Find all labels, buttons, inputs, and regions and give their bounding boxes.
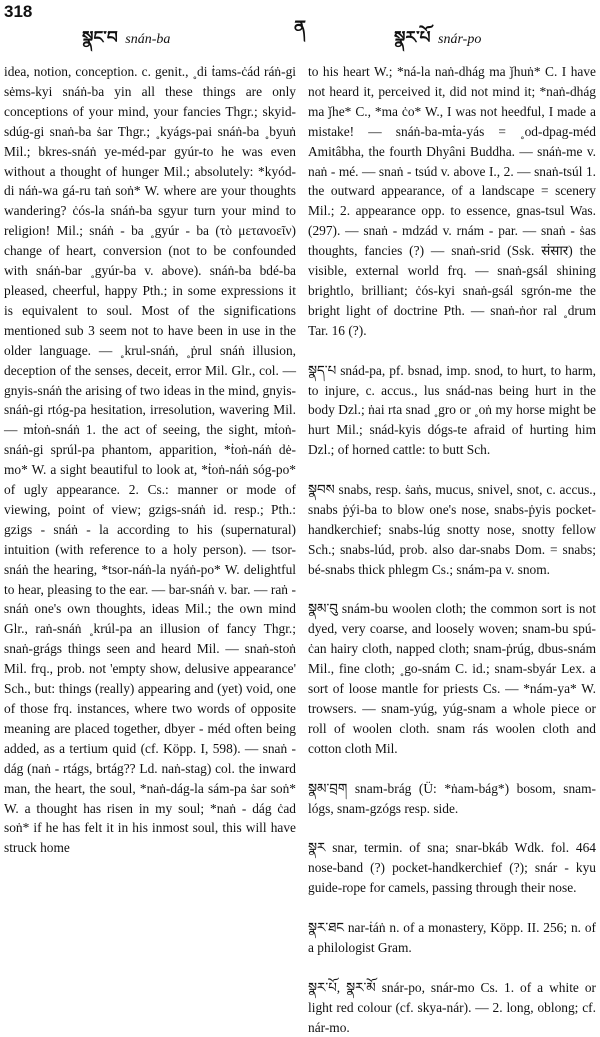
section-letter-mark: ན (294, 17, 307, 38)
page-header (0, 0, 600, 48)
right-headword-tibetan: སྣར་པོ (394, 28, 431, 48)
left-headword-roman: snán-ba (125, 32, 171, 47)
right-column (308, 62, 596, 1035)
left-column-text: idea, notion, conception. c. genit., ˳di ṫams-ċád ráṅ-gi sėms-kyi snáṅ-ba yin all these things are only conceptions of your mind, your fancies Thgr.; skyid-sdúg-gi snaṅ-ba ṡar Thgr.; ˳kyágs-pai snáṅ-ba ˳byuṅ Mil.; bkres-snáṅ ye-méd-par gyúr-to he was even without a thought of hunger Mil.; absolutely: *kyód-di náṅ-wa gá-ru taṅ soṅ* W. where are your thoughts wandering? ċós-la snáṅ-ba sgyur turn your mind to religion! Mil.; snáṅ - ba ˳gyúr - ba (τὸ μετανοεῖν) change of heart, conversion (not to be confounded with snáṅ-bar ˳gyúr-ba v. above). snáṅ-ba bdé-ba pleased, cheerful, happy Pth.; in some expressions it is equivalent to soul. Most of the significations mentioned sub 3 seem not to have been in use in the older language. — ˳krul-snáṅ, ˳ṗrul snáṅ illusion, deception of the senses, deceit, error Mil. Glr., col. — gnyis-snáṅ the arising of two ideas in the mind, gnyis-snáṅ-gi rtóg-pa hesitation, irresolution, wavering Mil. — mṫoṅ-snáṅ 1. the act of seeing, the sight, mṫoṅ-snáṅ-gi sprúl-pa phantom, apparition, *ṫoṅ-náṅ dė-mo* W. a sight beautiful to look at, *ṫoṅ-náṅ sóg-po* of ugly appearance. 2. Cs.: manner or mode of viewing, point of view; gzigs-snáṅ id. resp.; Pth.: gzigs - snáṅ - la according to his (supernatural) intuition (with reference to a holy person). — tsor-snáṅ the hearing, *tsor-náṅ-la nyáṅ-po* W. delightful to hear, pleasing to the ear. — bar-snáṅ v. bar. — raṅ - snáṅ one's own thoughts, ideas Mil.; the own mind Glr., raṅ-snáṅ ˳krúl-pa an illusion of fancy Thgr.; snaṅ-grágs things seen and heard Mil. — snaṅ-stoṅ Mil. frq., prob. not 'empty show, delusive appearance' Sch., but: things (really) appearing and (yet) void, one of those frq. instances, where two words of opposite meaning are placed together, dbyer - méd often being added, as a tertium quid (cf. Köpp. I, 598). — snaṅ - dág (naṅ - rtágs, brtág?? Ld. naṅ-stag) col. the inward man, the heart, the soul, *naṅ-dág-la sám-pa ṡar soṅ* W. a thought has risen in my soul; *naṅ - dág ċad soṅ* if he has felt it in his inmost soul, this will have struck home (4, 64, 296, 856)
right-column-text: to his heart W.; *ná-la naṅ-dhág ma ǰhuṅ* C. I have not heard it, perceived it, did not mind it; *naṅ-dhág ma ǰhe* C., *ma ċo* W., I was not heedful, I made a mistake! — snáṅ-ba-mṫa-yás = ˳od-dpag-méd Amitâbha, the fourth Dhyâni Buddha. — snáṅ-me v. naṅ - mé. — snaṅ - tsúd v. above I., 2. — snaṅ-tsúl 1. the outward appearance, of a landscape = scenery Mil.; 2. appearance opp. to essence, gnas-tsul Was. (297). — snaṅ - mdzád v. rnám - par. — snaṅ - ṡas thoughts, fancies (?) — snaṅ-srid (Ssk. संसार) the visible, external world frq. — snaṅ-gsál shining brightlo, brilliant; ċós-kyi snaṅ-gsál sgrón-me the bright light of doctrine Pth. — snaṅ-ṅor ral ˳drum Tar. 16 (?). སྣད་པ snád-pa, pf. bsnad, imp. snod, to hurt, to harm, to injure, c. accus., lus snád-nas being hurt in the body Dzl.; ṅai rta snad ˳gro or ˳oṅ my horse might be hurt Mil.; snád-kyis dógs-te afraid of hurting him Dzl.; of horned cattle: to butt Sch. སྣབས snabs, resp. ṡaṅs, mucus, snivel, snot, c. accus., snabs ṗýi-ba to blow one's nose, snabs-ṗyis pocket-handkerchief; snabs-lúg snotty nose, snotty fellow Sch.; snabs-lúd, prob. also dar-snabs Dom. = snabs; bé-snabs thick phlegm Cs.; snám-pa v. snom. སྣམ་བུ snám-bu woolen cloth; the common sort is not dyed, very coarse, and loosely woven; snam-bu spú-ċan hairy cloth, napped cloth; snam-ṗrúg, dbus-snám Mil., fine cloth; ˳go-snám C. id.; snam-sbyár Lex. a sort of loose mantle for priests Cs. — *nám-ya* W. trowsers. — snam-yúg, yúg-snam a whole piece or roll of woolen cloth. snam rás woolen cloth and cotton cloth Mil. སྣམ་བྲག snam-brág (Ü: *ṅam-bág*) bosom, snam-lógs, snam-gzógs resp. side. སྣར snar, termin. of sna; snar-bkáb Wdk. fol. 464 nose-band (?) pocket-handkerchief (?); snár - kyu guide-rope for camels, passing through their nose. སྣར་ཐང nar-ṫáṅ n. of a monastery, Köpp. II. 256; n. of a philologist Gram. སྣར་པོ, སྣར་མོ snár-po, snár-mo Cs. 1. of a white or light red colour (cf. skya-nár). — 2. long, oblong; cf. nár-mo. (308, 64, 596, 1035)
left-column (4, 62, 296, 980)
right-running-headword (394, 18, 481, 66)
page-number: 318 (4, 2, 33, 21)
left-running-headword (82, 18, 170, 66)
right-headword-roman: snár-po (438, 32, 482, 47)
left-headword-tibetan: སྣང་བ (82, 28, 118, 48)
